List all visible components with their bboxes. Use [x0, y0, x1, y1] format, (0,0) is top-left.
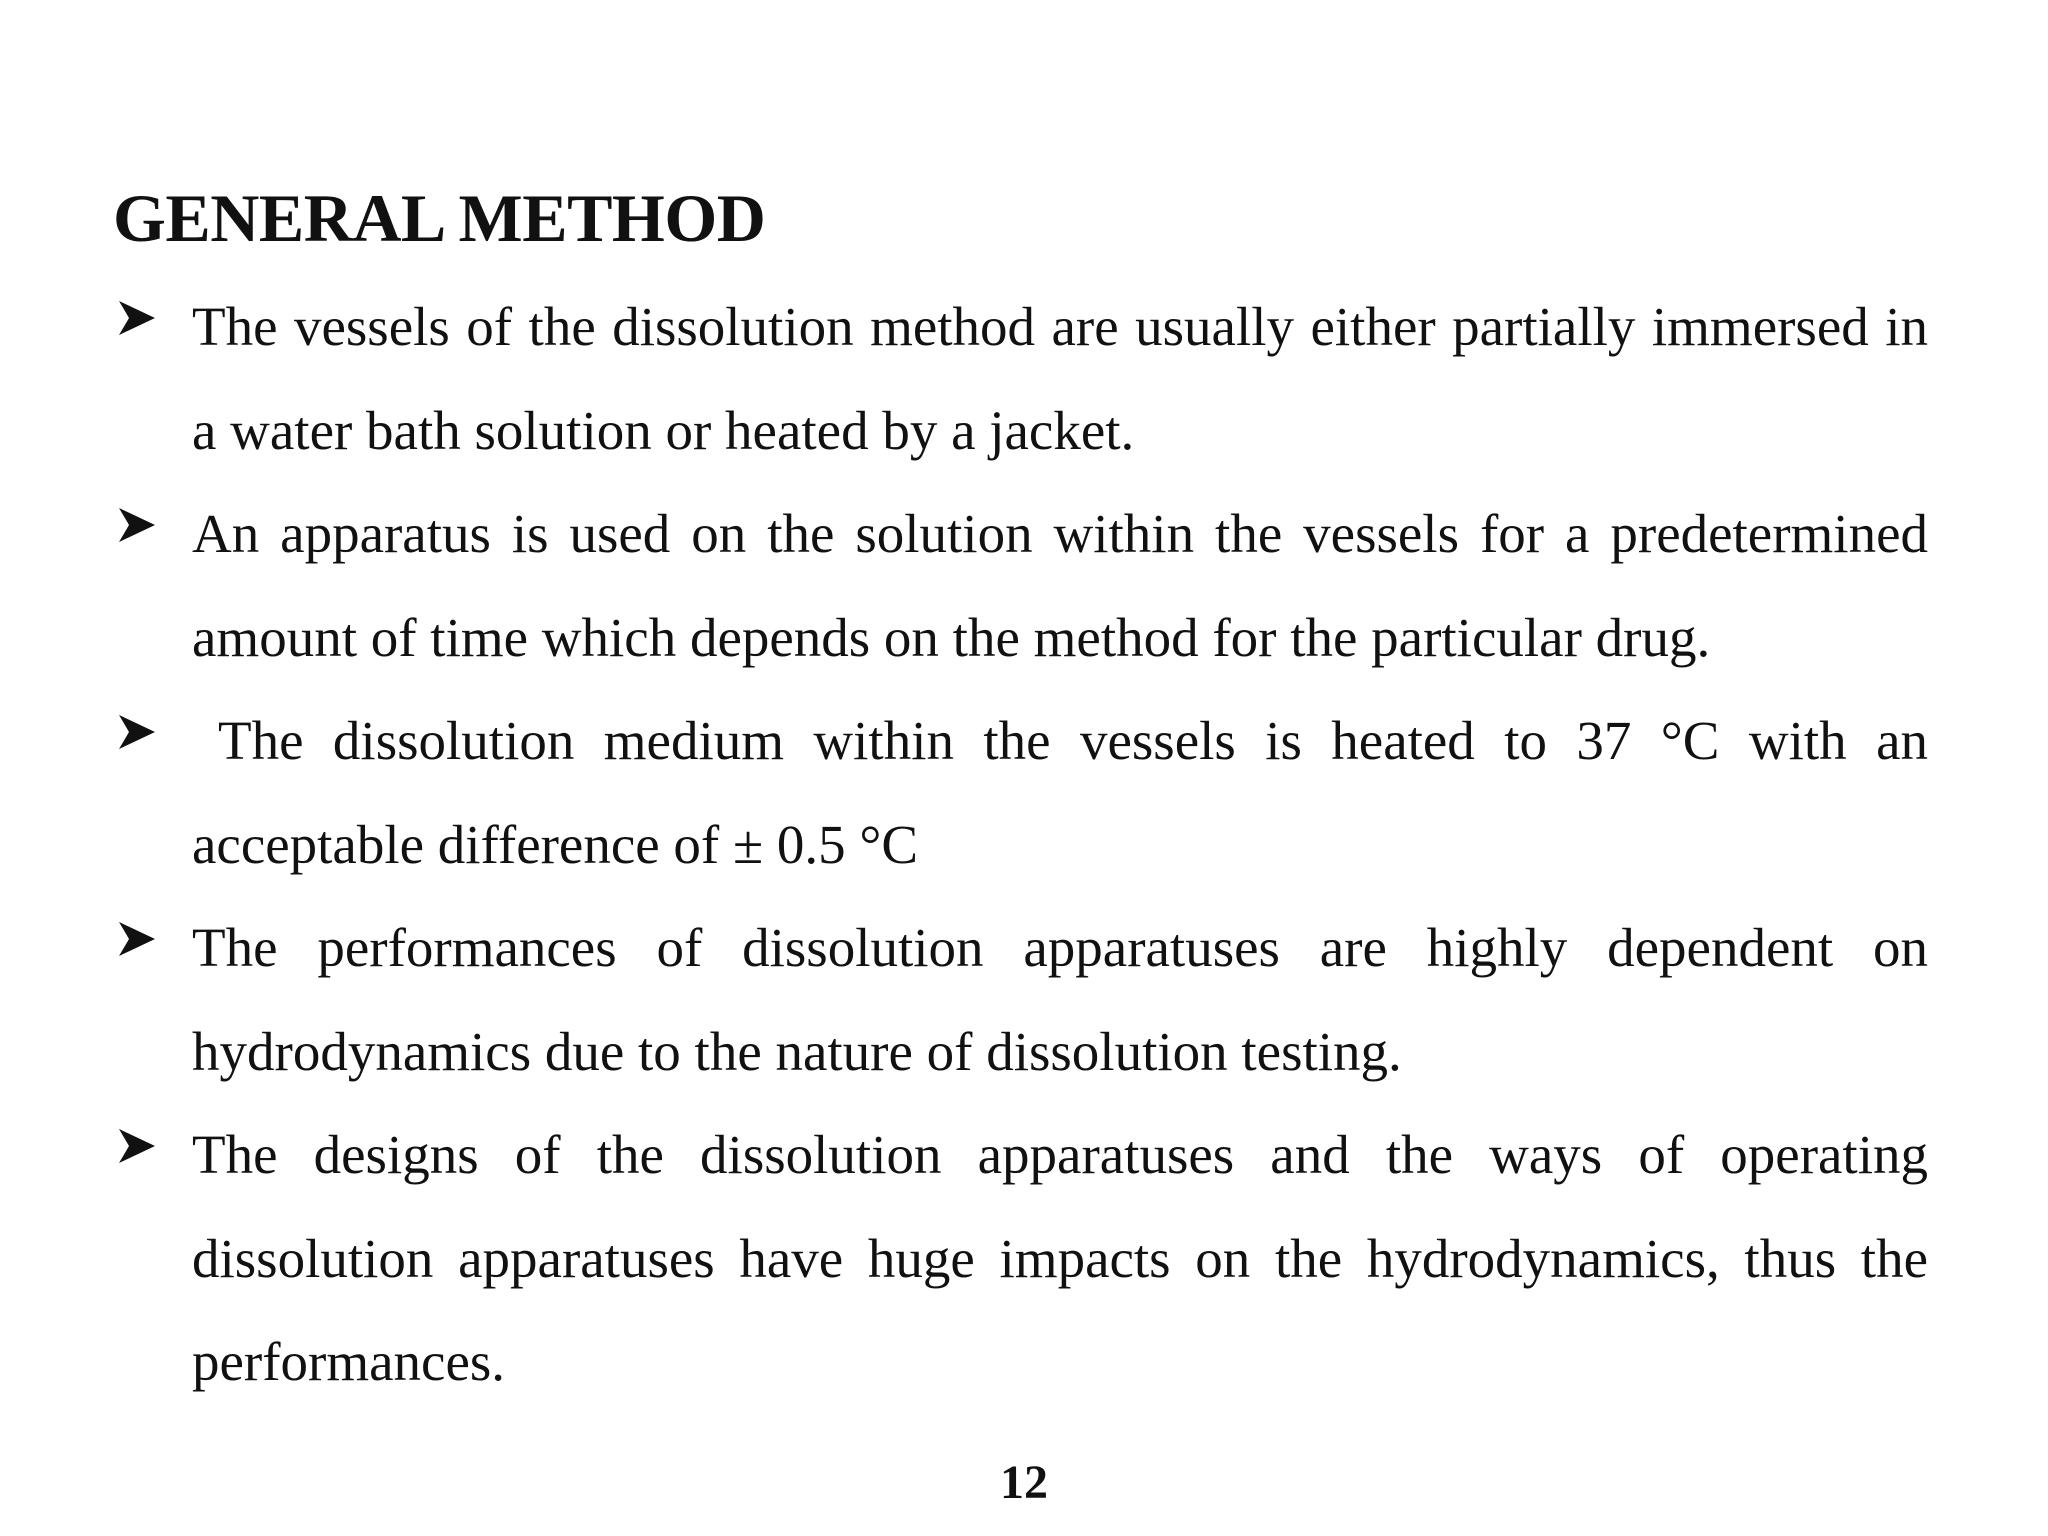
bullet-text: The vessels of the dissolution method are usually either partially immersed in a water bath solution or heated by a jacket. [192, 296, 1928, 461]
arrowhead-bullet-icon [117, 1127, 157, 1165]
page-number: 12 [1000, 1456, 1048, 1509]
bullet-text: The performances of dissolution apparatuses are highly dependent on hydrodynamics due to the nature of dissolution testing. [192, 917, 1928, 1082]
arrowhead-bullet-icon [117, 920, 157, 958]
bullet-text: The designs of the dissolution apparatuses and the ways of operating dissolution apparatuses have huge impacts on the hydrodynamics, thus the performances. [192, 1124, 1928, 1392]
arrowhead-bullet-icon [117, 713, 157, 751]
page-heading: GENERAL METHOD [113, 180, 766, 256]
arrowhead-bullet-icon [117, 506, 157, 544]
arrowhead-bullet-icon [117, 299, 157, 337]
bullet-text: An apparatus is used on the solution within the vessels for a predetermined amount of time which depends on the method for the particular drug. [192, 503, 1928, 668]
bullet-text: The dissolution medium within the vessels is heated to 37 °C with an acceptable difference of ± 0.5 °C [192, 710, 1928, 875]
